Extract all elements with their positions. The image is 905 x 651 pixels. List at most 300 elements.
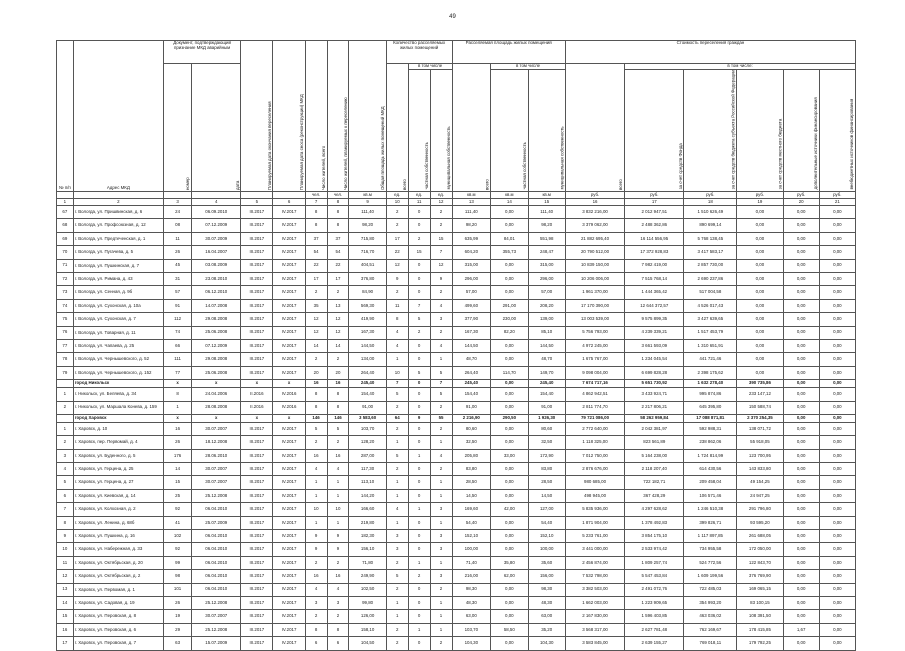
cost-extra-cell: 0,00 — [783, 339, 819, 352]
row-number-cell: 13 — [57, 583, 74, 596]
cost-subject-cell: 3 417 583,17 — [684, 246, 737, 259]
cost-local-cell: 2 370 254,35 — [737, 414, 783, 422]
row-number-cell: 7 — [57, 503, 74, 516]
address-cell: г. Вологда, ул. Сухонская, д. 7 — [73, 313, 163, 326]
count-total-cell: 2 — [386, 637, 408, 650]
cost-subject-cell: 1 510 626,49 — [684, 206, 737, 219]
cost-other-cell: 0,00 — [819, 570, 855, 583]
area-municipal-cell: 248,47 — [528, 246, 565, 259]
cost-subject-cell: 2 398 175,62 — [684, 366, 737, 379]
count-private-cell: 2 — [408, 326, 430, 339]
area-municipal-cell: 48,30 — [528, 596, 565, 609]
unit-cell: кв.м — [349, 192, 386, 199]
address-cell: г. Харовск, ул. Буденного, д. 5 — [73, 449, 163, 462]
cost-subject-cell: 890 699,14 — [684, 219, 737, 232]
cost-extra-cell: 1,67 — [783, 623, 819, 636]
area-private-cell: 0,00 — [491, 610, 528, 623]
doc-number-cell: 08 — [163, 219, 191, 232]
doc-date-cell: х — [192, 380, 241, 388]
address-cell: г. Харовск, пер. Первомай, д. 4 — [73, 436, 163, 449]
cost-other-cell: 0,00 — [819, 610, 855, 623]
count-private-cell: 0 — [408, 583, 430, 596]
cost-other-cell: 0,00 — [819, 286, 855, 299]
area-private-cell: 35,80 — [491, 556, 528, 569]
doc-number-cell: 112 — [163, 313, 191, 326]
count-municipal-cell: 3 — [430, 313, 452, 326]
header-cost-incl: в том числе: — [625, 64, 856, 70]
doc-number-cell: 74 — [163, 326, 191, 339]
residents-planned-cell: 22 — [327, 259, 349, 272]
cost-subject-cell: 645 395,80 — [684, 401, 737, 414]
cost-other-cell: 0,00 — [819, 436, 855, 449]
cost-extra-cell: 0,00 — [783, 422, 819, 435]
planned-end-cell: III.2017 — [241, 637, 273, 650]
doc-number-cell: 1 — [163, 401, 191, 414]
address-cell: г. Вологда, ул. Пугачева, д. 5 — [73, 246, 163, 259]
unit-cell — [73, 192, 163, 199]
cost-subject-cell: 463 036,02 — [684, 610, 737, 623]
header-count-private: частная собственность — [408, 69, 430, 191]
cost-fund-cell: 58 262 959,84 — [625, 414, 684, 422]
cost-fund-cell: 2 491 072,76 — [625, 583, 684, 596]
cost-other-cell: 0,00 — [819, 246, 855, 259]
cost-other-cell: 0,00 — [819, 339, 855, 352]
count-total-cell: 1 — [386, 596, 408, 609]
doc-number-cell: 92 — [163, 543, 191, 556]
area-total-cell: 28,50 — [452, 476, 491, 489]
planned-demolition-cell: х — [273, 414, 305, 422]
residents-cell: 9 — [305, 530, 327, 543]
cost-fund-cell: 4 297 628,62 — [625, 503, 684, 516]
count-private-cell: 0 — [408, 401, 430, 414]
cost-total-cell: 3 379 062,00 — [565, 219, 624, 232]
doc-date-cell: 29.08.2008 — [192, 353, 241, 366]
total-area-cell: 166,60 — [349, 503, 386, 516]
table-row — [57, 436, 856, 449]
area-private-cell: 355,73 — [491, 246, 528, 259]
residents-cell: 12 — [305, 326, 327, 339]
residents-planned-cell: 4 — [327, 463, 349, 476]
count-private-cell: 0 — [408, 353, 430, 366]
planned-end-cell: III.2017 — [241, 543, 273, 556]
count-private-cell: 1 — [408, 503, 430, 516]
cost-total-cell: 7 674 717,16 — [565, 380, 624, 388]
residents-cell: 2 — [305, 353, 327, 366]
unit-cell: руб. — [565, 192, 624, 199]
table-row — [57, 246, 856, 259]
header-planned-end: Планируемая дата окончания переселения — [241, 41, 273, 192]
row-number-cell: 16 — [57, 623, 74, 636]
table-row — [57, 543, 856, 556]
residents-planned-cell: 12 — [327, 313, 349, 326]
area-private-cell: 0,00 — [491, 219, 528, 232]
area-private-cell: 82,20 — [491, 326, 528, 339]
area-total-cell: 14,50 — [452, 489, 491, 502]
residents-planned-cell: 1 — [327, 489, 349, 502]
area-private-cell: 0,00 — [491, 206, 528, 219]
total-area-cell: 419,90 — [349, 313, 386, 326]
total-area-cell: 167,30 — [349, 326, 386, 339]
cost-fund-cell: 7 515 768,14 — [625, 272, 684, 285]
area-municipal-cell: 139,00 — [528, 313, 565, 326]
residents-cell: 2 — [305, 436, 327, 449]
cost-fund-cell: 823 561,89 — [625, 436, 684, 449]
cost-extra-cell: 0,00 — [783, 556, 819, 569]
cost-extra-cell: 0,00 — [783, 436, 819, 449]
address-cell: г. Харовск, ул. Октябрьская, д. 20 — [73, 556, 163, 569]
count-private-cell: 0 — [408, 259, 430, 272]
area-total-cell: 98,20 — [452, 219, 491, 232]
count-total-cell: 2 — [386, 401, 408, 414]
area-private-cell: 0,00 — [491, 259, 528, 272]
residents-planned-cell: 16 — [327, 449, 349, 462]
residents-cell: 22 — [305, 259, 327, 272]
area-total-cell: 104,30 — [452, 637, 491, 650]
table-row — [57, 313, 856, 326]
column-number-cell: 20 — [783, 199, 819, 206]
planned-demolition-cell: IV.2017 — [273, 463, 305, 476]
unit-cell: руб. — [783, 192, 819, 199]
doc-number-cell: 41 — [163, 516, 191, 529]
planned-end-cell: III.2017 — [241, 556, 273, 569]
count-total-cell: 4 — [386, 326, 408, 339]
cost-other-cell: 0,00 — [819, 388, 855, 401]
cost-local-cell: 261 688,05 — [737, 530, 783, 543]
residents-cell: 8 — [305, 623, 327, 636]
doc-number-cell: 92 — [163, 503, 191, 516]
cost-total-cell: 3 583 845,00 — [565, 637, 624, 650]
count-total-cell: 3 — [386, 530, 408, 543]
doc-number-cell: 16 — [163, 422, 191, 435]
planned-end-cell: III.2017 — [241, 313, 273, 326]
address-cell: г. Харовск, ул. Герцена, д. 25 — [73, 463, 163, 476]
planned-demolition-cell: IV.2017 — [273, 570, 305, 583]
cost-extra-cell: 0,00 — [783, 401, 819, 414]
planned-end-cell: II.2016 — [241, 401, 273, 414]
residents-cell: 16 — [305, 570, 327, 583]
planned-demolition-cell: IV.2017 — [273, 422, 305, 435]
unit-cell: кв.м — [452, 192, 491, 199]
residents-cell: 146 — [305, 414, 327, 422]
planned-demolition-cell: IV.2017 — [273, 272, 305, 285]
cost-extra-cell: 0,00 — [783, 326, 819, 339]
cost-total-cell: 1 961 370,00 — [565, 286, 624, 299]
count-total-cell: 2 — [386, 219, 408, 232]
table-row — [57, 232, 856, 245]
header-cost-group: Стоимость переселения граждан — [565, 41, 855, 64]
unit-cell — [192, 192, 241, 199]
planned-demolition-cell: IV.2017 — [273, 543, 305, 556]
cost-fund-cell: 9 575 899,35 — [625, 313, 684, 326]
doc-number-cell: 29 — [163, 623, 191, 636]
cost-fund-cell: 2 533 974,42 — [625, 543, 684, 556]
area-private-cell: 230,00 — [491, 313, 528, 326]
cost-subject-cell: 17 088 871,81 — [684, 414, 737, 422]
header-total-area: Общая площадь жилых помещений МКД — [349, 41, 386, 192]
header-residents: Число жителей, всего — [305, 41, 327, 192]
unit-cell: кв.м — [528, 192, 565, 199]
header-cost-subject: за счет средств бюджета субъекта Российской Федерации — [684, 69, 737, 191]
cost-extra-cell: 0,00 — [783, 583, 819, 596]
cost-total-cell: 9 098 004,00 — [565, 366, 624, 379]
header-residents-planned: Число жителей, планируемых к переселению — [327, 41, 349, 192]
residents-cell: 2 — [305, 610, 327, 623]
total-area-cell: 3 583,60 — [349, 414, 386, 422]
count-municipal-cell: 2 — [430, 326, 452, 339]
residents-planned-cell: 20 — [327, 366, 349, 379]
count-total-cell: 2 — [386, 623, 408, 636]
area-municipal-cell: 149,70 — [528, 366, 565, 379]
planned-end-cell: III.2017 — [241, 476, 273, 489]
row-number-cell: 17 — [57, 637, 74, 650]
area-total-cell: 71,40 — [452, 556, 491, 569]
area-private-cell: 84,01 — [491, 232, 528, 245]
residents-planned-cell: 4 — [327, 583, 349, 596]
cost-fund-cell: 7 982 419,00 — [625, 259, 684, 272]
cost-extra-cell: 0,00 — [783, 449, 819, 462]
area-total-cell: 57,00 — [452, 286, 491, 299]
row-number-cell: 3 — [57, 449, 74, 462]
cost-extra-cell: 0,00 — [783, 313, 819, 326]
area-municipal-cell: 127,00 — [528, 503, 565, 516]
cost-other-cell: 0,00 — [819, 449, 855, 462]
area-private-cell: 0,00 — [491, 516, 528, 529]
residents-planned-cell: 16 — [327, 570, 349, 583]
address-cell: г. Харовск, ул. Пушкина, д. 16 — [73, 530, 163, 543]
cost-local-cell: 0,00 — [737, 206, 783, 219]
header-cost-extra: дополнительные источники финансирования — [783, 69, 819, 191]
address-cell: г. Вологда, ул. Чапаева, д. 25 — [73, 339, 163, 352]
planned-demolition-cell: IV.2017 — [273, 246, 305, 259]
column-number-cell: 8 — [327, 199, 349, 206]
cost-extra-cell: 0,00 — [783, 503, 819, 516]
address-cell: г. Харовск, ул. Ленина, д. 68б — [73, 516, 163, 529]
total-area-cell: 134,00 — [349, 353, 386, 366]
cost-total-cell: 498 945,00 — [565, 489, 624, 502]
cost-subject-cell: 517 004,58 — [684, 286, 737, 299]
count-private-cell: 0 — [408, 219, 430, 232]
count-total-cell: 2 — [386, 556, 408, 569]
cost-local-cell: 0,00 — [737, 299, 783, 312]
table-row — [57, 516, 856, 529]
doc-date-cell: 30.07.2007 — [192, 476, 241, 489]
count-private-cell: 0 — [408, 489, 430, 502]
count-total-cell: 5 — [386, 388, 408, 401]
cost-extra-cell: 0,00 — [783, 206, 819, 219]
column-number-cell: 4 — [192, 199, 241, 206]
count-total-cell: 1 — [386, 436, 408, 449]
count-private-cell: 5 — [408, 313, 430, 326]
cost-other-cell: 0,00 — [819, 596, 855, 609]
header-doc-number: номер — [163, 64, 191, 192]
count-private-cell: 1 — [408, 623, 430, 636]
count-municipal-cell: 12 — [430, 259, 452, 272]
area-private-cell: 0,00 — [491, 583, 528, 596]
doc-number-cell: 31 — [163, 272, 191, 285]
total-area-cell: 569,30 — [349, 299, 386, 312]
area-municipal-cell: 208,20 — [528, 299, 565, 312]
cost-other-cell: 0,00 — [819, 380, 855, 388]
count-municipal-cell: 3 — [430, 570, 452, 583]
cost-total-cell: 20 790 512,00 — [565, 246, 624, 259]
area-municipal-cell: 156,00 — [528, 570, 565, 583]
residents-cell: 1 — [305, 489, 327, 502]
table-row — [57, 463, 856, 476]
column-number-cell: 5 — [241, 199, 273, 206]
planned-end-cell: III.2017 — [241, 366, 273, 379]
cost-fund-cell: 2 627 781,48 — [625, 623, 684, 636]
planned-demolition-cell: IV.2017 — [273, 596, 305, 609]
residents-planned-cell: 54 — [327, 246, 349, 259]
area-total-cell: 144,50 — [452, 339, 491, 352]
row-number-cell: 5 — [57, 476, 74, 489]
header-cost-fund: за счет средств Фонда — [625, 69, 684, 191]
count-private-cell: 5 — [408, 366, 430, 379]
doc-date-cell: 06.04.2010 — [192, 530, 241, 543]
cost-local-cell: 169 065,15 — [737, 583, 783, 596]
count-municipal-cell: 1 — [430, 556, 452, 569]
row-number-cell: 68 — [57, 219, 74, 232]
residents-planned-cell: 37 — [327, 232, 349, 245]
total-area-cell: 84,90 — [349, 286, 386, 299]
count-municipal-cell: 1 — [430, 610, 452, 623]
area-total-cell: 80,60 — [452, 422, 491, 435]
count-total-cell: 17 — [386, 232, 408, 245]
count-total-cell: 1 — [386, 610, 408, 623]
cost-subject-cell: 524 772,56 — [684, 556, 737, 569]
planned-end-cell: III.2017 — [241, 219, 273, 232]
cost-other-cell: 0,00 — [819, 623, 855, 636]
count-municipal-cell: 55 — [430, 414, 452, 422]
doc-number-cell: 45 — [163, 259, 191, 272]
residents-planned-cell: 9 — [327, 543, 349, 556]
cost-subject-cell: 734 955,58 — [684, 543, 737, 556]
cost-local-cell: 123 700,95 — [737, 449, 783, 462]
residents-cell: 16 — [305, 380, 327, 388]
table-row — [57, 596, 856, 609]
total-area-cell: 144,50 — [349, 339, 386, 352]
cost-subject-cell: 2 857 730,00 — [684, 259, 737, 272]
count-total-cell: 2 — [386, 206, 408, 219]
column-number-cell: 2 — [73, 199, 163, 206]
planned-demolition-cell: IV.2017 — [273, 353, 305, 366]
cost-extra-cell: 0,00 — [783, 272, 819, 285]
address-cell: г. Харовск, ул. Садовая, д. 19 — [73, 596, 163, 609]
table-row — [57, 219, 856, 232]
residents-cell: 17 — [305, 272, 327, 285]
cost-local-cell: 0,00 — [737, 259, 783, 272]
cost-fund-cell: 5 164 238,00 — [625, 449, 684, 462]
doc-number-cell: 111 — [163, 353, 191, 366]
address-cell: г. Харовск, ул. Колхозная, д. 2 — [73, 503, 163, 516]
doc-date-cell: 06.04.2010 — [192, 503, 241, 516]
area-total-cell: 83,80 — [452, 463, 491, 476]
count-private-cell: 0 — [408, 596, 430, 609]
residents-cell: 20 — [305, 366, 327, 379]
planned-end-cell: III.2017 — [241, 286, 273, 299]
header-doc-date: дата — [192, 64, 241, 192]
doc-number-cell: 15 — [163, 476, 191, 489]
count-municipal-cell: 1 — [430, 353, 452, 366]
planned-end-cell: III.2017 — [241, 516, 273, 529]
count-private-cell: 0 — [408, 530, 430, 543]
area-total-cell: 63,00 — [452, 610, 491, 623]
cost-extra-cell: 0,00 — [783, 610, 819, 623]
count-municipal-cell: 9 — [430, 272, 452, 285]
address-cell: г. Вологда, ул. Профсоюзная, д. 12 — [73, 219, 163, 232]
cost-other-cell: 0,00 — [819, 463, 855, 476]
table-row — [57, 272, 856, 285]
doc-date-cell: 25.12.2008 — [192, 489, 241, 502]
count-total-cell: 4 — [386, 339, 408, 352]
count-municipal-cell: 1 — [430, 476, 452, 489]
residents-planned-cell: 3 — [327, 596, 349, 609]
count-total-cell: 11 — [386, 299, 408, 312]
count-private-cell: 0 — [408, 422, 430, 435]
cost-fund-cell: 722 182,71 — [625, 476, 684, 489]
cost-other-cell: 0,00 — [819, 583, 855, 596]
total-area-cell: 264,40 — [349, 366, 386, 379]
row-number-cell: 6 — [57, 489, 74, 502]
cost-other-cell: 0,00 — [819, 272, 855, 285]
planned-end-cell: III.2017 — [241, 610, 273, 623]
subtotal-row — [57, 380, 856, 388]
cost-total-cell: 17 170 390,00 — [565, 299, 624, 312]
doc-number-cell: 14 — [163, 463, 191, 476]
cost-total-cell: 1 675 767,00 — [565, 353, 624, 366]
cost-local-cell: 49 154,25 — [737, 476, 783, 489]
total-area-cell: 111,40 — [349, 206, 386, 219]
doc-number-cell: 63 — [163, 637, 191, 650]
column-number-cell: 12 — [430, 199, 452, 206]
area-private-cell: 0,00 — [491, 637, 528, 650]
area-private-cell: 0,00 — [491, 476, 528, 489]
address-cell: г. Вологда, ул. Чернышевского, д. 152 — [73, 366, 163, 379]
area-private-cell: 0,00 — [491, 596, 528, 609]
count-municipal-cell: 1 — [430, 436, 452, 449]
area-municipal-cell: 83,80 — [528, 463, 565, 476]
area-total-cell: 264,40 — [452, 366, 491, 379]
address-cell: г. Вологда, ул. Сенная, д. 9б — [73, 286, 163, 299]
table-row — [57, 556, 856, 569]
count-private-cell: 7 — [408, 299, 430, 312]
doc-date-cell: 06.04.2010 — [192, 583, 241, 596]
header-area-group: Расселяемая площадь жилых помещений — [452, 41, 565, 64]
doc-date-cell: 06.09.2010 — [192, 206, 241, 219]
area-municipal-cell: 14,50 — [528, 489, 565, 502]
doc-date-cell: 06.12.2010 — [192, 286, 241, 299]
table-row — [57, 286, 856, 299]
area-municipal-cell: 172,90 — [528, 449, 565, 462]
cost-local-cell: 172 050,00 — [737, 543, 783, 556]
area-total-cell: 169,60 — [452, 503, 491, 516]
cost-local-cell: 108 391,50 — [737, 610, 783, 623]
count-municipal-cell: 3 — [430, 530, 452, 543]
cost-extra-cell: 0,00 — [783, 530, 819, 543]
doc-number-cell: 19 — [163, 610, 191, 623]
residents-planned-cell: 16 — [327, 380, 349, 388]
unit-cell: руб. — [737, 192, 783, 199]
cost-total-cell: 79 721 086,00 — [565, 414, 624, 422]
planned-end-cell: III.2017 — [241, 463, 273, 476]
cost-subject-cell: 4 526 017,43 — [684, 299, 737, 312]
doc-date-cell: 30.07.2007 — [192, 610, 241, 623]
cost-other-cell: 0,00 — [819, 516, 855, 529]
column-number-cell: 21 — [819, 199, 855, 206]
area-municipal-cell: 28,50 — [528, 476, 565, 489]
area-private-cell: 33,00 — [491, 449, 528, 462]
count-private-cell: 0 — [408, 380, 430, 388]
